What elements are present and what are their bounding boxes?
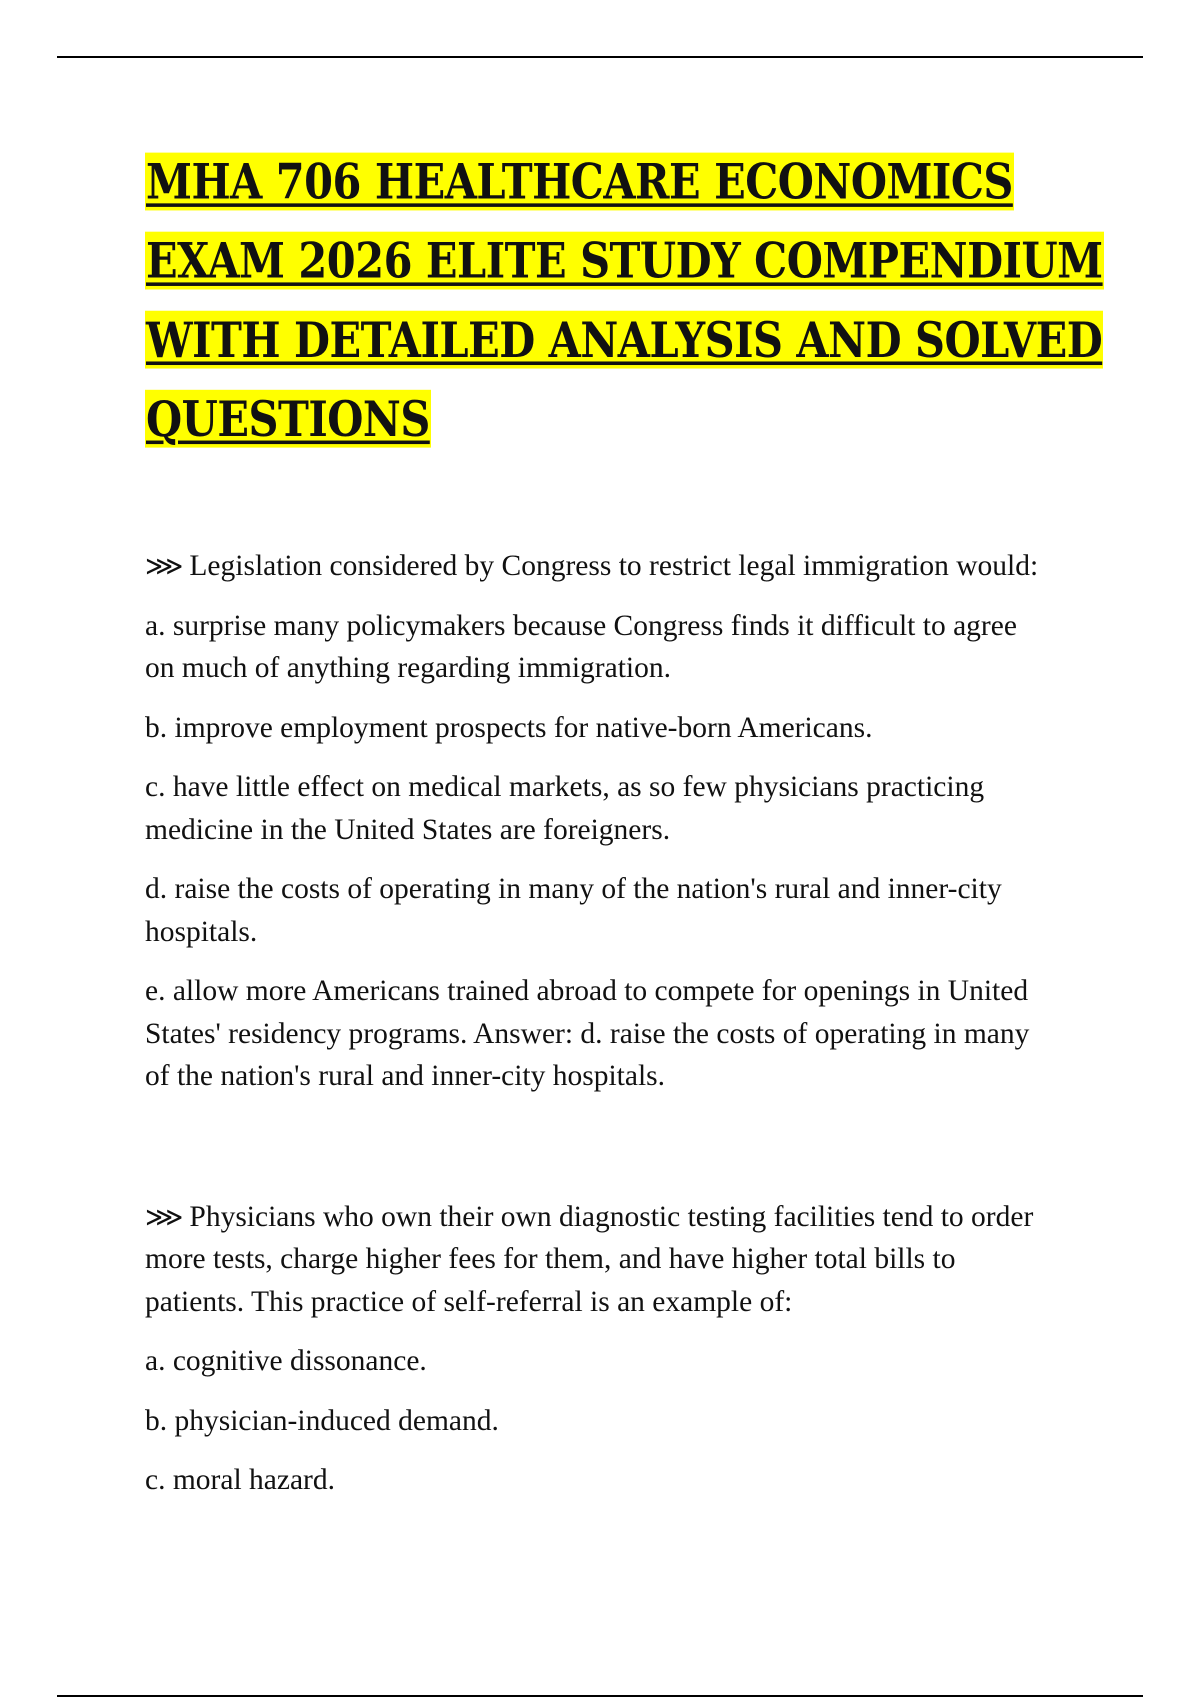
question-block [145, 1196, 1045, 1502]
question-text: Physicians who own their own diagnostic testing facilities tend to order more tests, charge higher fees for them, and have higher total bills to patients. This practice of self-referral is an example of: [145, 1200, 1034, 1318]
document-title [145, 142, 1105, 458]
document-title-text: MHA 706 HEALTHCARE ECONOMICS EXAM 2026 ELITE STUDY COMPENDIUM WITH DETAILED ANALYSIS AND SOLVED QUESTIONS [146, 152, 1103, 448]
answer-option-d: d. raise the costs of operating in many of the nation's rural and inner-city hospitals. [145, 873, 1002, 948]
question-prompt [145, 1196, 1045, 1324]
arrow-bullet-icon: ⋙ [145, 1201, 184, 1232]
answer-option-a: a. surprise many policymakers because Congress finds it difficult to agree on much of anything regarding immigration. [145, 609, 1017, 684]
answer-option-a: a. cognitive dissonance. [145, 1345, 427, 1377]
question-block [145, 545, 1045, 1098]
answer-option-c: c. moral hazard. [145, 1464, 336, 1496]
document-body [145, 545, 1045, 1519]
answer-option-e: e. allow more Americans trained abroad to compete for openings in United States' residency programs. Answer: d. raise the costs of operating in many of the nation's rural and inner-city hospitals. [145, 975, 1030, 1092]
question-text: Legislation considered by Congress to restrict legal immigration would: [189, 550, 1039, 582]
arrow-bullet-icon: ⋙ [145, 551, 184, 581]
top-rule [57, 56, 1143, 58]
answer-option-c: c. have little effect on medical markets, as so few physicians practicing medicine in the United States are foreigners. [145, 771, 985, 846]
bottom-rule [57, 1695, 1143, 1697]
answer-option-b: b. improve employment prospects for native-born Americans. [145, 711, 873, 744]
question-prompt [145, 545, 1045, 588]
answer-option-b: b. physician-induced demand. [145, 1404, 499, 1437]
